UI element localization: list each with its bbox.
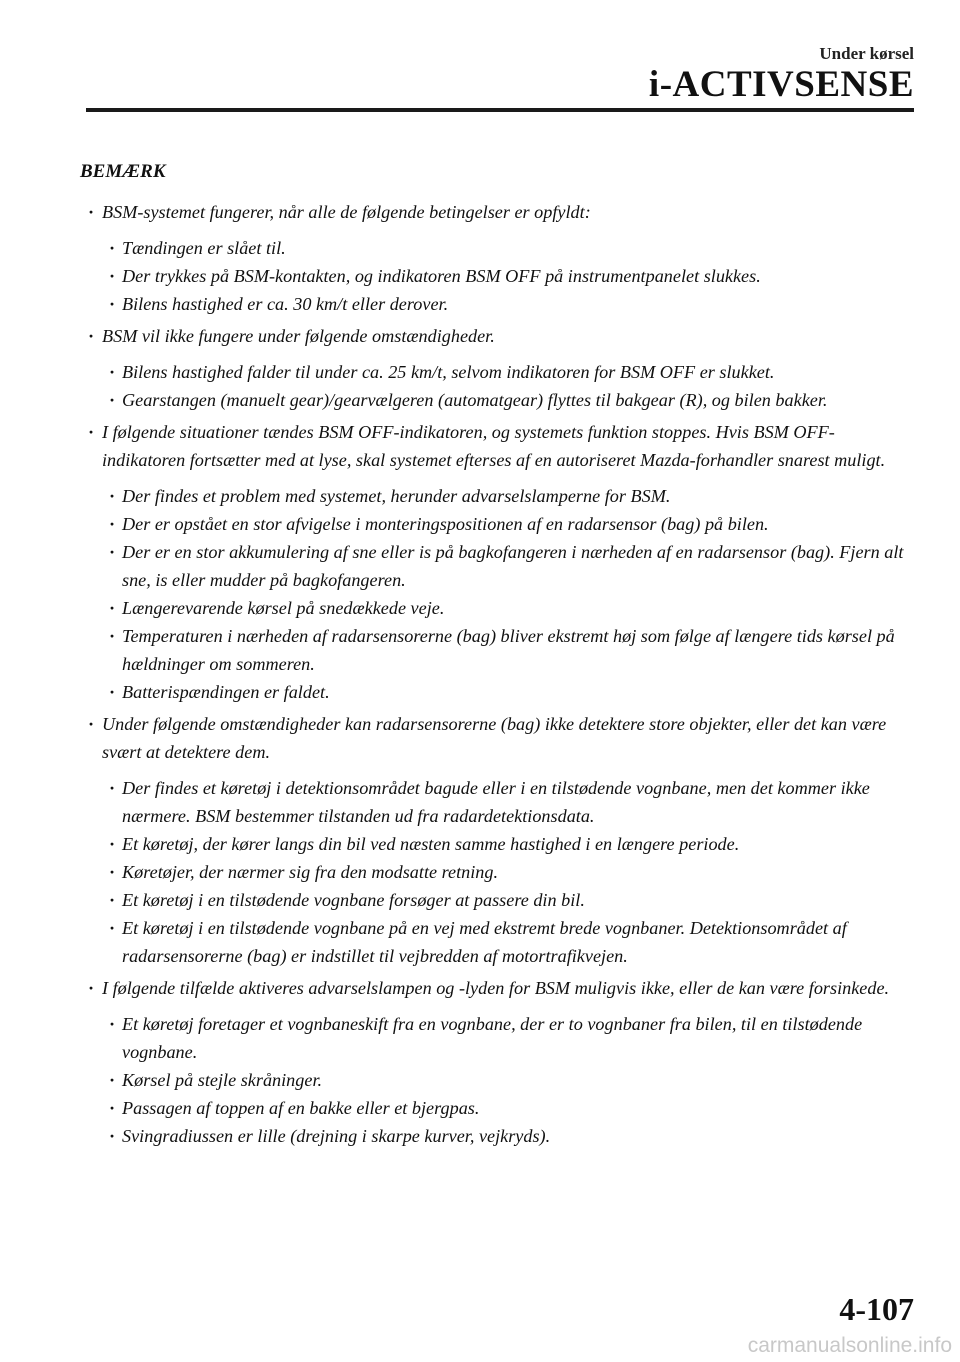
bullet-item: · BSM vil ikke fungere under følgende omstændigheder. — [80, 322, 912, 350]
note-content — [80, 158, 912, 1154]
sub-bullet-item: · Bilens hastighed er ca. 30 km/t eller derover. — [104, 290, 912, 318]
sub-bullet-item: · Et køretøj i en tilstødende vognbane forsøger at passere din bil. — [104, 886, 912, 914]
bullet-item: · I følgende situationer tændes BSM OFF-indikatoren, og systemets funktion stoppes. Hvis BSM OFF-indikatoren fortsætter med at lyse, skal systemet efterses af en autoriseret Mazda-forhandler snarest muligt. — [80, 418, 912, 474]
sub-bullet-item: · Gearstangen (manuelt gear)/gearvælgeren (automatgear) flyttes til bakgear (R), og bilen bakker. — [104, 386, 912, 414]
sub-bullet-item: · Der findes et køretøj i detektionsområdet bagude eller i en tilstødende vognbane, men det kommer ikke nærmere. BSM bestemmer tilstanden ud fra radardetektionsdata. — [104, 774, 912, 830]
bullet-item: · Under følgende omstændigheder kan radarsensorerne (bag) ikke detektere store objekter, eller det kan være svært at detektere dem. — [80, 710, 912, 766]
sub-bullet-item: · Køretøjer, der nærmer sig fra den modsatte retning. — [104, 858, 912, 886]
sub-bullet-item: · Et køretøj i en tilstødende vognbane på en vej med ekstremt brede vognbaner. Detektionsområdet af radarsensorerne (bag) er indstillet til vejbredden af motortrafikvejen. — [104, 914, 912, 970]
sub-bullet-item: · Tændingen er slået til. — [104, 234, 912, 262]
bullet-item: · I følgende tilfælde aktiveres advarselslampen og -lyden for BSM muligvis ikke, eller de kan være forsinkede. — [80, 974, 912, 1002]
sub-bullet-list — [104, 1010, 912, 1150]
sub-bullet-item: · Der er opstået en stor afvigelse i monteringspositionen af en radarsensor (bag) på bilen. — [104, 510, 912, 538]
sub-bullet-list — [104, 234, 912, 318]
watermark: carmanualsonline.info — [747, 1334, 952, 1357]
sub-bullet-item: · Længerevarende kørsel på snedækkede veje. — [104, 594, 912, 622]
sub-bullet-item: · Temperaturen i nærheden af radarsensorerne (bag) bliver ekstremt høj som følge af længere tids kørsel på hældninger om sommeren. — [104, 622, 912, 678]
sub-bullet-item: · Et køretøj, der kører langs din bil ved næsten samme hastighed i en længere periode. — [104, 830, 912, 858]
sub-bullet-item: · Der findes et problem med systemet, herunder advarselslamperne for BSM. — [104, 482, 912, 510]
sub-bullet-list — [104, 482, 912, 706]
bullet-item: · BSM-systemet fungerer, når alle de følgende betingelser er opfyldt: — [80, 198, 912, 226]
note-title: BEMÆRK — [80, 161, 166, 182]
sub-bullet-list — [104, 358, 912, 414]
header-rule — [86, 108, 914, 112]
sub-bullet-item: · Bilens hastighed falder til under ca. 25 km/t, selvom indikatoren for BSM OFF er slukket. — [104, 358, 912, 386]
sub-bullet-item: · Passagen af toppen af en bakke eller et bjergpas. — [104, 1094, 912, 1122]
sub-bullet-item: · Der trykkes på BSM-kontakten, og indikatoren BSM OFF på instrumentpanelet slukkes. — [104, 262, 912, 290]
chapter-title: i-ACTIVSENSE — [648, 64, 914, 105]
sub-bullet-item: · Kørsel på stejle skråninger. — [104, 1066, 912, 1094]
bullet-list — [80, 198, 912, 1150]
sub-bullet-item: · Batterispændingen er faldet. — [104, 678, 912, 706]
page-number: 4-107 — [839, 1291, 914, 1327]
section-title: Under kørsel — [819, 44, 914, 63]
page-header — [649, 44, 914, 106]
sub-bullet-item: · Der er en stor akkumulering af sne eller is på bagkofangeren i nærheden af en radarsensor (bag). Fjern alt sne, is eller mudder på bagkofangeren. — [104, 538, 912, 594]
sub-bullet-list — [104, 774, 912, 970]
sub-bullet-item: · Et køretøj foretager et vognbaneskift fra en vognbane, der er to vognbaner fra bilen, til en tilstødende vognbane. — [104, 1010, 912, 1066]
sub-bullet-item: · Svingradiussen er lille (drejning i skarpe kurver, vejkryds). — [104, 1122, 912, 1150]
